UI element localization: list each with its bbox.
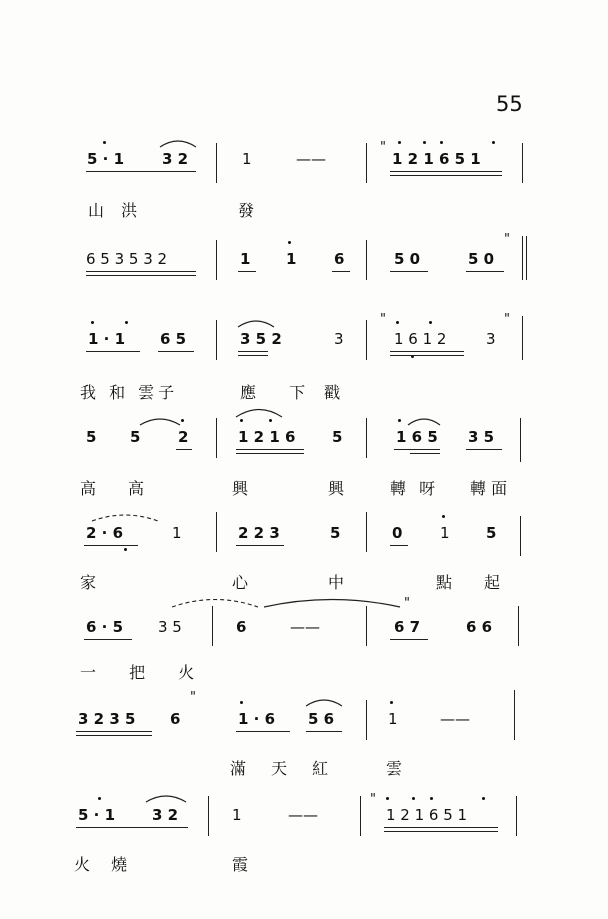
barline [216,320,217,360]
barline [518,606,519,646]
beam-underline [394,449,440,450]
beam-underline [390,351,464,352]
beam-underline [236,731,290,732]
note-group: 1 · 6 [238,710,276,728]
note-group: 5 6 [308,710,335,728]
barline [522,236,523,280]
lyric: 一 把 火 [80,663,209,682]
note-group: 1 [440,524,450,542]
beam-underline [236,449,304,450]
note-group: 1 [388,710,398,728]
note-group: 5 [130,428,141,446]
barline [360,796,361,836]
slur [138,416,182,426]
lyric: 發 [238,201,255,220]
note-group: 3 5 [158,618,182,636]
sustain-dash: —— [290,618,320,636]
barline [526,236,527,280]
barline [208,796,209,836]
note-group: 1 2 1 6 5 1 [386,806,468,824]
slur [90,512,160,522]
note-group: 5 [86,428,97,446]
lyric: 我 和 雲子 [80,383,179,402]
high-octave-dot [398,419,401,422]
slur [234,406,284,418]
note-group: 6 [236,618,247,636]
slur [144,793,188,803]
beam-underline [466,449,502,450]
note-group: 1 [172,524,182,542]
beam-underline [238,271,256,272]
note-group: 3 [334,330,344,348]
note-group: 1 [240,250,251,268]
high-octave-dot [482,797,485,800]
note-group: 1 2 1 6 5 1 [392,150,481,168]
beam-underline [384,831,498,832]
note-group: 6 5 3 5 3 2 [86,250,168,268]
tie [262,596,402,608]
note-group: 5 [332,428,343,446]
beam-underline [390,271,428,272]
beam-underline [76,827,188,828]
lyric: 應 下 [240,383,320,402]
note-group: 1 · 1 [88,330,126,348]
note-group: 1 2 1 6 [238,428,296,446]
beam-underline [86,171,196,172]
high-octave-dot [269,419,272,422]
beam-underline [466,271,504,272]
barline [366,240,367,280]
breath-mark: " [404,596,410,611]
lyric: 起 [484,573,501,592]
high-octave-dot [390,701,393,704]
high-octave-dot [492,141,495,144]
barline [366,512,367,552]
barline [366,418,367,458]
note-group: 3 5 2 [240,330,282,348]
note-group: 2 2 3 [238,524,280,542]
note-group: 1 [242,150,252,168]
barline [514,690,515,740]
note-group: 5 0 [468,250,495,268]
lyric: 高 [128,479,145,498]
beam-underline [86,351,140,352]
breath-mark: " [190,690,196,705]
sustain-dash: —— [288,806,318,824]
high-octave-dot [240,701,243,704]
barline [522,316,523,360]
barline [516,796,517,836]
beam-underline [390,639,428,640]
beam-underline [158,351,194,352]
high-octave-dot [430,797,433,800]
breath-mark: " [504,312,510,327]
high-octave-dot [125,321,128,324]
note-group: 6 5 [160,330,187,348]
high-octave-dot [429,321,432,324]
beam-underline [236,545,284,546]
lyric: 山 洪 [88,201,144,220]
note-group: 6 7 [394,618,421,636]
barline [212,606,213,646]
lyric: 高 [80,479,97,498]
high-octave-dot [440,141,443,144]
beam-underline [236,453,304,454]
note-group: 6 [334,250,345,268]
breath-mark: " [380,140,386,155]
note-group: 3 2 [152,806,179,824]
beam-underline [84,545,138,546]
beam-underline [84,639,132,640]
high-octave-dot [386,797,389,800]
sustain-dash: —— [296,150,326,168]
slur [406,416,442,426]
high-octave-dot [288,241,291,244]
note-group: 6 [170,710,181,728]
barline [520,516,521,556]
high-octave-dot [398,141,401,144]
note-group: 6 6 [466,618,493,636]
lyric: 轉 面 [470,479,508,498]
barline [522,143,523,183]
high-octave-dot [240,419,243,422]
note-group: 3 [486,330,496,348]
high-octave-dot [91,321,94,324]
note-group: 5 · 1 [78,806,116,824]
high-octave-dot [103,141,106,144]
beam-underline [238,351,268,352]
breath-mark: " [370,792,376,807]
high-octave-dot [98,797,101,800]
beam-underline [390,175,502,176]
note-group: 0 [392,524,403,542]
high-octave-dot [396,321,399,324]
page-number: 55 [496,92,523,116]
slur [158,138,198,148]
breath-mark: " [504,232,510,247]
beam-underline [390,355,464,356]
note-group: 5 [330,524,341,542]
barline [366,700,367,740]
note-group: 1 6 1 2 [394,330,447,348]
note-group: 2 · 6 [86,524,124,542]
beam-underline [76,735,152,736]
note-group: 6 · 5 [86,618,124,636]
barline [366,143,367,183]
note-group: 3 5 [468,428,495,446]
slur [170,596,260,608]
beam-underline [238,355,268,356]
lyric: 點 [436,573,453,592]
sustain-dash: —— [440,710,470,728]
beam-underline [384,827,498,828]
lyric: 中 [328,573,345,592]
barline [366,606,367,646]
barline [520,418,521,462]
high-octave-dot [423,141,426,144]
beam-underline [390,171,502,172]
lyric: 滿 天 紅 [230,759,339,778]
note-group: 5 0 [394,250,421,268]
beam-underline [86,271,196,272]
barline [216,143,217,183]
low-octave-dot [124,548,127,551]
note-group: 2 [178,428,189,446]
barline [366,320,367,360]
beam-underline [76,731,152,732]
lyric: 火 燒 [74,855,136,874]
beam-underline [410,453,440,454]
lyric: 戳 [324,383,341,402]
beam-underline [86,275,196,276]
note-group: 3 2 3 5 [78,710,136,728]
lyric: 轉 呀 [390,479,440,498]
beam-underline [390,545,408,546]
high-octave-dot [412,797,415,800]
lyric: 霞 [232,855,249,874]
lyric: 家 [80,573,97,592]
barline [216,240,217,280]
note-group: 5 [486,524,497,542]
note-group: 1 [232,806,242,824]
slur [236,318,276,328]
lyric: 心 [232,573,249,592]
note-group: 1 6 5 [396,428,438,446]
beam-underline [332,271,350,272]
note-group: 3 2 [162,150,189,168]
high-octave-dot [442,515,445,518]
beam-underline [176,449,192,450]
barline [216,418,217,458]
barline [216,512,217,552]
note-group: 5 · 1 [87,150,125,168]
lyric: 興 [328,479,345,498]
lyric: 雲 [386,759,403,778]
beam-underline [306,731,342,732]
breath-mark: " [380,312,386,327]
lyric: 興 [232,479,249,498]
note-group: 1 [286,250,297,268]
slur [304,697,344,707]
